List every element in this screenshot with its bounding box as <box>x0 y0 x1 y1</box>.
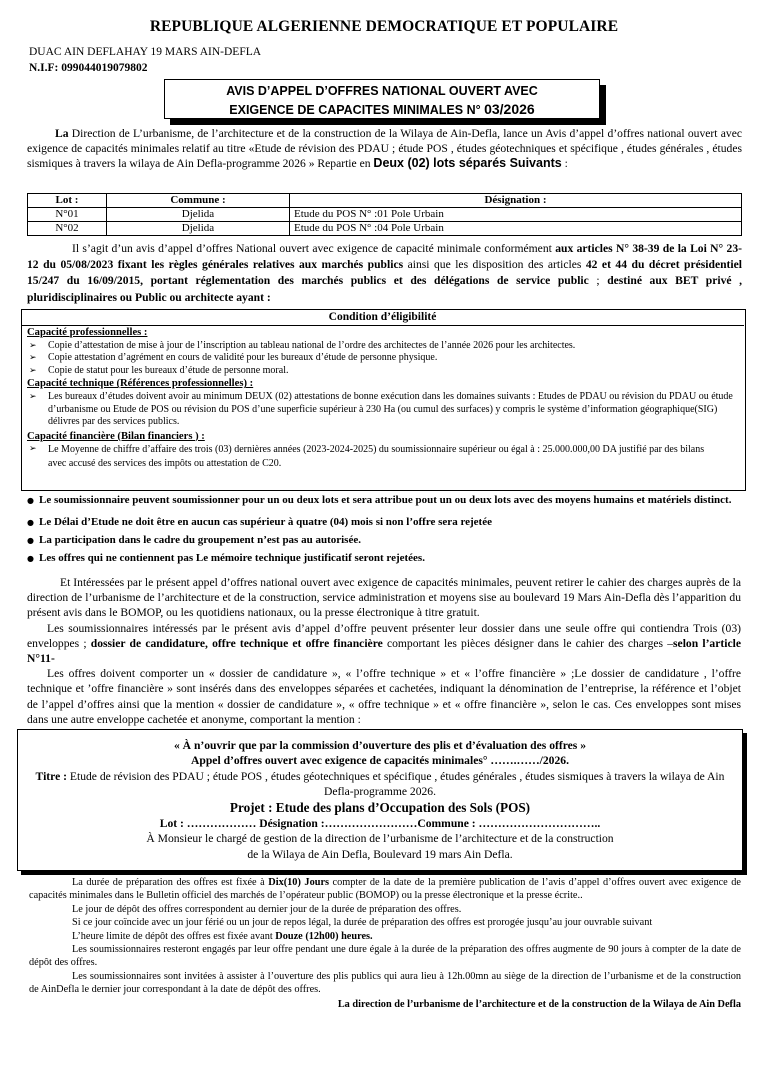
envelope-line: Appel d’offres ouvert avec exigence de capacités minimales° …….……/2026. <box>191 754 569 768</box>
technical-capacity-title: Capacité technique (Références professionnelles) : <box>27 378 254 390</box>
eligibility-title: Condition d’éligibilité <box>21 310 744 326</box>
envelope-line: de la Wilaya de Ain Defla, Boulevard 19 mars Ain Defla. <box>247 847 513 861</box>
closing-paragraph: Le jour de dépôt des offres correspondent au dernier jour de la durée de préparation des offres. <box>72 903 462 915</box>
avis-title-line1: AVIS D’APPEL D’OFFRES NATIONAL OUVERT AVEC <box>226 84 538 98</box>
intro-paragraph: La Direction de L’urbanisme, de l’architecture et de la construction de la Wilaya de Ain-Defla, lance un Avis d’appel d’offres national ouvert avec exigence de capacités minimales relatif au titre «Etude de révision des PDAU ; étude POS , études géotechniques et spécifique , études générales , études sismiques à travers la wilaya de Ain Defla-programme 2026 » Repartie en Deux (02) lots séparés Suivants : <box>27 127 742 171</box>
rules-list <box>27 493 741 566</box>
signature: La direction de l’urbanisme de l’architecture et de la construction de la Wilaya de Ain Defla <box>337 998 741 1010</box>
lots-table <box>27 193 742 236</box>
body-paragraphs <box>27 575 741 727</box>
eligibility-content <box>27 327 739 470</box>
envelope-project: Projet : Etude des plans d’Occupation des Sols (POS) <box>229 800 531 816</box>
body-paragraph: Les offres doivent comporter un « dossier de candidature », « l’offre technique » et « l’offre financière » ;Le dossier de candidature , l’offre technique et ’offre financière » sont insérés dans des enveloppes séparées et cachetées, indiquant la dénomination de l’entreprise, la référence et l’objet de l’appel d’offres ainsi que la mention « dossier de candidature », « offre technique » et « offre financière », selon le cas. Ces enveloppes sont mises dans une autre enveloppe cachetée et anonyme, comportant la mention : <box>27 667 741 726</box>
list-item: ➢ Copie de statut pour les bureaux d’étude de personne moral. <box>27 365 739 378</box>
envelope-lot-line: Lot : ……………… Désignation :……………………Commune : ………………………….. <box>159 817 601 831</box>
header-commune: Commune : <box>107 194 290 208</box>
body-paragraph: Et Intéressées par le présent appel d’offres national ouvert avec exigence de capacités minimales, peuvent retirer le cahier des charges auprès de la direction de l’urbanisme de l’architecture et de la construction, service administration et moyens sise au boulevard 19 Mars Ain-Defla dès l’apparition du présent avis dans le BOMOP, ou les quotidiens nationaux, ou la presse électronique à titre gratuit. <box>27 576 741 620</box>
table-header-row <box>28 194 742 208</box>
legal-paragraph: Il s’agit d’un avis d’appel d’offres National ouvert avec exigence de capacité minimale conformément aux articles N° 38-39 de la Loi N° 23-12 du 05/08/2023 fixant les règles générales relatives aux marchés publics ainsi que les disposition des articles 42 et 44 du décret présidentiel 15/247 du 16/09/2015, portant réglementation des marchés publics et des délégations de service public ; destiné aux BET privé , pluridisciplinaires ou Public ou architecte ayant : <box>27 242 743 304</box>
cell-lot: N°02 <box>28 222 107 236</box>
envelope-line: À Monsieur le chargé de gestion de la direction de l’urbanisme de l’architecture et de la construction <box>146 832 614 846</box>
list-item: ➢ Copie attestation d’agrément en cours de validité pour les bureaux d’étude de personne physique. <box>27 352 739 365</box>
financial-capacity-title: Capacité financière (Bilan financiers ) : <box>27 430 205 442</box>
header-designation: Désignation : <box>290 194 742 208</box>
body-paragraph: Les soumissionnaires intéressés par le présent avis d’appel d’offre peuvent présenter leur dossier dans une seule offre qui contiendra Trois (03) enveloppes ; dossier de candidature, offre technique et offre financière comportant les pièces désigner dans le cahier des charges –selon l’article N°11- <box>27 621 741 666</box>
closing-paragraph: Les soumissionnaires sont invitées à assister à l’ouverture des plis publics qui aura lieu à 12h.00mn au siège de la direction de l’urbanisme et de la construction de AinDefla le dernier jour correspondant à la date de dépôt des offres. <box>29 970 741 996</box>
rule-item: ● Les offres qui ne contiennent pas Le mémoire technique justificatif seront rejetées. <box>27 551 741 566</box>
cell-lot: N°01 <box>28 208 107 222</box>
closing-paragraph: Les soumissionnaires resteront engagés par leur offre pendant une dure égale à la durée de la préparation des offres augmente de 90 jours à compter de la date de dépôt des offres. <box>29 944 741 969</box>
header-lot: Lot : <box>28 194 107 208</box>
avis-number: 03/2026 <box>484 101 535 117</box>
list-item: ➢ Le Moyenne de chiffre d’affaire des trois (03) dernières années (2023-2024-2025) du soumissionnaire supérieur ou égal à : 25.000.000,00 DA justifié par des bilans avec accusé des services des impôts ou attestation de C20. <box>27 443 708 470</box>
cell-designation: Etude du POS N° :01 Pole Urbain <box>290 208 742 222</box>
page-title: REPUBLIQUE ALGERIENNE DEMOCRATIQUE ET POPULAIRE <box>149 18 619 35</box>
rule-item: ● La participation dans le cadre du groupement n’est pas au autorisée. <box>27 533 741 548</box>
organization-name: DUAC AIN DEFLAHAY 19 MARS AIN-DEFLA <box>29 46 262 58</box>
cell-commune: Djelida <box>107 222 290 236</box>
list-item: ➢ Copie d’attestation de mise à jour de l’inscription au tableau national de l’ordre des architectes de l’année 2026 pour les architectes. <box>27 340 739 353</box>
nif-number: N.I.F: 099044019079802 <box>29 62 148 74</box>
rule-item: ● Le soumissionnaire peuvent soumissionner pour un ou deux lots et sera attribue pout un ou deux lots avec des moyens humains et matériels distinct. <box>27 493 741 508</box>
avis-title-box <box>164 79 600 119</box>
table-row <box>28 208 742 222</box>
envelope-line: « À n’ouvrir que par la commission d’ouverture des plis et d’évaluation des offres » <box>173 739 586 752</box>
table-row <box>28 222 742 236</box>
closing-paragraph: Si ce jour coïncide avec un jour férié ou un jour de repos légal, la durée de préparation des offres est prorogée jusqu’au jour ouvrable suivant <box>72 917 653 929</box>
cell-commune: Djelida <box>107 208 290 222</box>
professional-capacity-title: Capacité professionnelles : <box>27 327 148 338</box>
envelope-title: Titre : Etude de révision des PDAU ; étude POS , études géotechniques et spécifique , études générales , études sismiques à travers la wilaya de Ain Defla-programme 2026. <box>35 769 725 798</box>
cell-designation: Etude du POS N° :04 Pole Urbain <box>290 222 742 236</box>
rule-item: ● Le Délai d’Etude ne doit être en aucun cas supérieur à quatre (04) mois si non l’offre sera rejetée <box>27 515 741 530</box>
closing-paragraph: L’heure limite de dépôt des offres est fixée avant Douze (12h00) heures. <box>72 930 373 942</box>
closing-paragraph: La durée de préparation des offres est fixée à Dix(10) Jours compter de la date de la première publication de l’avis d’appel d’offres ouvert avec exigence de capacités minimales dans le Bulletin officiel des marchés de l’opérateur public (BOMOP) ou la presse électronique et la presse écrite.. <box>29 877 741 902</box>
closing-paragraphs <box>29 876 741 1011</box>
envelope-mention-box <box>17 729 743 871</box>
avis-title-line2: EXIGENCE DE CAPACITES MINIMALES N° 03/2026 <box>229 101 535 117</box>
list-item: ➢ Les bureaux d’études doivent avoir au minimum DEUX (02) attestations de bonne exécution dans les domaines suivants : Etudes de PDAU ou révision du PDAU ou étude d’urbanisme ou Etude de POS ou révision du POS d’une superficie supérieur à 230 Ha (ou cumul des surfaces) y compris le système d’information géographique(SIG) délivres par des services publics. <box>27 391 739 429</box>
